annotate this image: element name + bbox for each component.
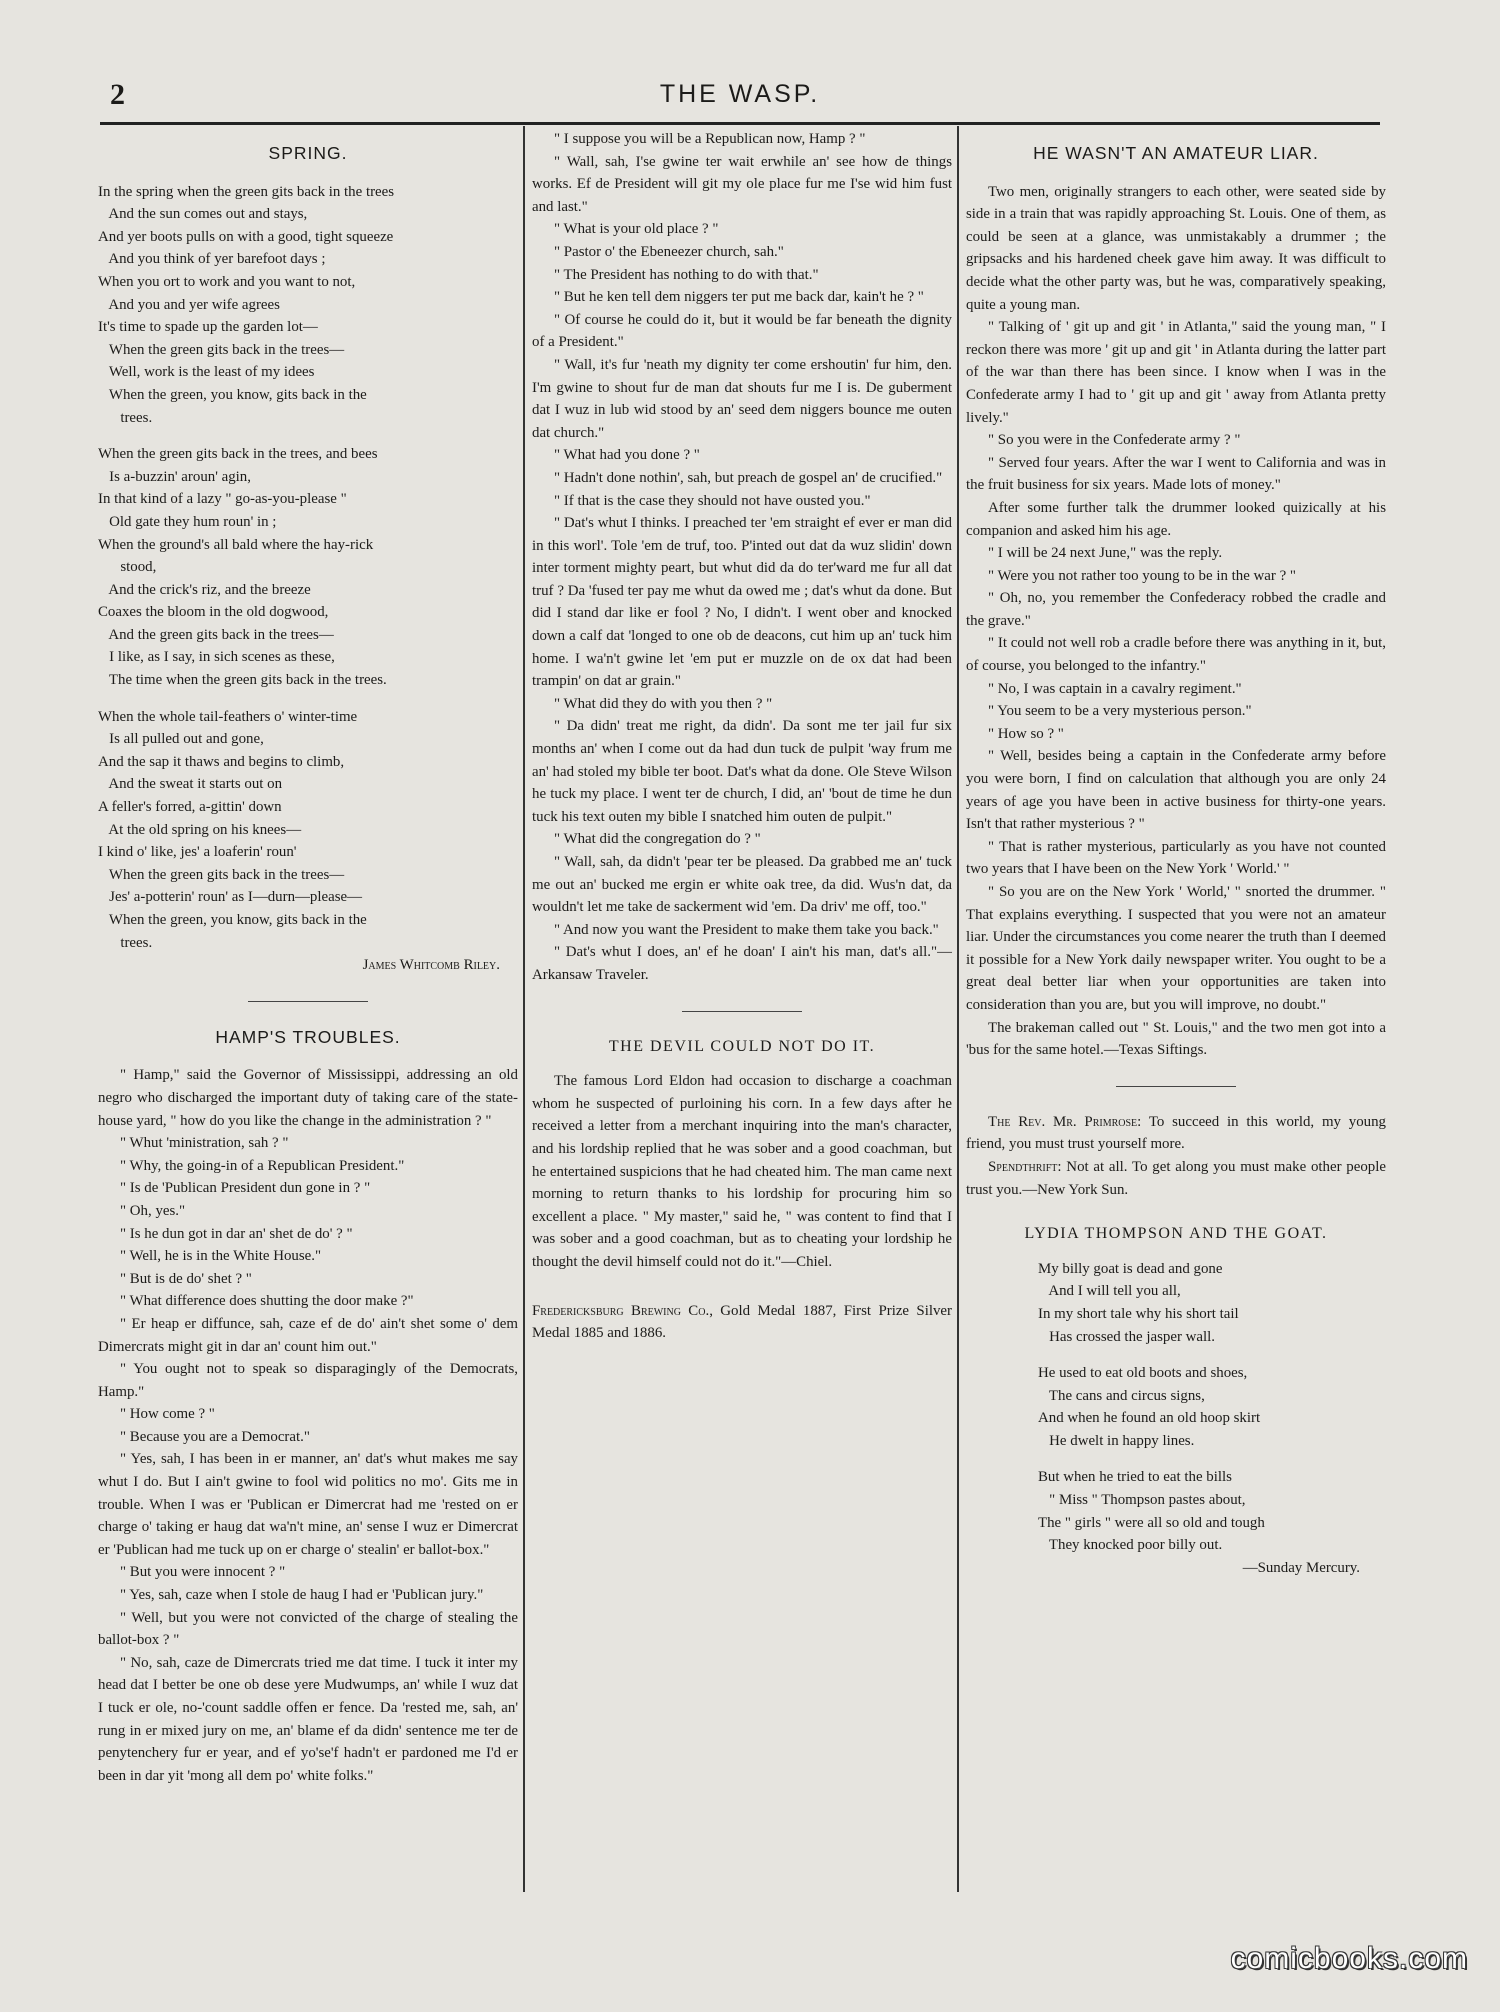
paragraph: " Were you not rather too young to be in the war ? " — [988, 567, 1296, 584]
paragraph: " What difference does shutting the door make ?" — [120, 1293, 414, 1310]
masthead — [100, 78, 1380, 116]
paragraph: The brakeman called out " St. Louis," and the two men got into a 'bus for the same hotel.—Texas Siftings. — [966, 1019, 1386, 1059]
column-divider — [523, 126, 525, 1892]
paragraph: " So you are on the New York ' World,' " snorted the drummer. " That explains everything. I suspected that you were not an amateur liar. Under the circumstances you come nearer the truth than I deemed it possible for a New York daily newspaper writer. You ought to be a great deal better liar when your opportunities are taken into consideration than you are, but you will improve, no doubt." — [966, 884, 1386, 1013]
publication-title: THE WASP. — [659, 80, 821, 108]
paragraph: " What is your old place ? " — [554, 221, 719, 238]
article-continuation — [532, 128, 952, 987]
paragraph: " Yes, sah, I has been in er manner, an' dat's whut makes me say whut I do. But I ain't gwine to fool wid politics no mo'. Gits me in trouble. When I was er 'Publican er Dimercrat had me 'rested on er charge o' taking er haug dat wa'n't mine, an' sense I wuz er Dimercrat er 'Publican had me tuck up on er charge o' stealin' er ballot-box." — [98, 1451, 518, 1558]
poem-stanza: When the whole tail-feathers o' winter-time Is all pulled out and gone, And the sap it thaws and begins to climb, And the sweat it starts out on A feller's forred, a-gittin' down At the old spring on his knees— I kind o' like, jes' a loaferin' roun' When the green gits back in the trees— Jes' a-potterin' roun' as I—durn—please— When the green, you know, gits back in the trees. — [98, 708, 367, 951]
lydia-poem — [966, 1258, 1386, 1557]
poem-stanza: In the spring when the green gits back in the trees And the sun comes out and stays, And yer boots pulls on with a good, tight squeeze And you think of yer barefoot days ; When you ort to work and you want to not, And you and yer wife agrees It's time to spade up the garden lot— When the green gits back in the trees— Well, work is the least of my idees When the green, you know, gits back in the trees. — [98, 183, 395, 426]
lydia-title: LYDIA THOMPSON AND THE GOAT. — [1024, 1225, 1328, 1243]
article-body — [966, 181, 1386, 1062]
paragraph: " What did the congregation do ? " — [554, 831, 761, 848]
section-separator — [1116, 1086, 1236, 1087]
spring-title: SPRING. — [268, 143, 348, 163]
paragraph: " Well, he is in the White House." — [120, 1248, 322, 1265]
section-separator — [248, 1001, 368, 1002]
paragraph: " Hamp," said the Governor of Mississippi, addressing an old negro who discharged the important duty of taking care of the state-house yard, " how do you like the change in the administration ? " — [98, 1067, 518, 1129]
paragraph: " So you were in the Confederate army ? " — [988, 432, 1241, 449]
paragraph: " Da didn' treat me right, da didn'. Da sont me ter jail fur six months an' when I come out da had dun tuck de pulpit 'way frum me an' had stoled my bible ter boot. Dat's what da done. Ole Steve Wilson he tuck my place. I went ter de church, I did, an' 'bout de time he dun tuck his text outen my bible I snatched him outen de pulpit." — [532, 718, 952, 825]
paragraph: " No, sah, caze de Dimercrats tried me dat time. I tuck it inter my head dat I better be one ob dese yere Mudwumps, an' while I wuz dat I tuck er ole, no-'count saddle offen er fence. Da 'rested me, sah, an' rung in er mixed jury on me, an' blame ef da didn' sentence me ter de penytenchery fur er year, and ef yo'se'f hadn't er pardoned me I'd er been in dar yit 'mong all dem po' white folks." — [98, 1654, 518, 1784]
hamp-title: HAMP'S TROUBLES. — [215, 1026, 401, 1047]
paragraph: " You ought not to speak so disparagingly of the Democrats, Hamp." — [98, 1361, 518, 1400]
poem-signature: —Sunday Mercury. — [1242, 1559, 1360, 1576]
paragraph: " It could not well rob a cradle before there was anything in it, but, of course, you belonged to the infantry." — [966, 635, 1386, 675]
paragraph: " Whut 'ministration, sah ? " — [120, 1135, 289, 1152]
paragraph: " Well, besides being a captain in the Confederate army before you were born, I find on calculation that although you are only 24 years of age you have been in active business for thirty-one years. Isn't that rather mysterious ? " — [966, 748, 1386, 833]
paragraph: " What had you done ? " — [554, 447, 700, 464]
paragraph: The famous Lord Eldon had occasion to discharge a coachman whom he suspected of purloining his corn. In a few days after he received a letter from a merchant inquiring into the man's character, and his lordship replied that he was sober and a good coachman, but he entertained suspicions that he had cheated him. The man came next morning to return thanks to his lordship for procuring him so excellent a place. " My master," said he, " was content to find that I was sober and a good coachman, but as to cheating your lordship he thought the devil himself could not do it."—Chiel. — [532, 1073, 952, 1270]
paragraph: " Wall, sah, da didn't 'pear ter be pleased. Da grabbed me an' tuck me out an' bucked me ergin er white oak tree, da did. Wus'n dat, da wouldn't let me take de sackerment wid 'em. Da driv' me off, too." — [532, 854, 952, 916]
paragraph: " How so ? " — [988, 725, 1064, 742]
paragraph: " But is de do' shet ? " — [120, 1270, 252, 1287]
paragraph: " Wall, sah, I'se gwine ter wait erwhile an' see how de things works. Ef de President will git my ole place fur me I'se wid him fust and last." — [532, 153, 952, 215]
paragraph: " Pastor o' the Ebeneezer church, sah." — [554, 243, 784, 260]
column-2 — [532, 128, 952, 1916]
paragraph: " I will be 24 next June," was the reply. — [988, 545, 1223, 562]
ad-name: Fredericksburg Brewing Co. — [532, 1302, 710, 1319]
paragraph: " And now you want the President to make them take you back." — [554, 921, 939, 938]
paragraph: " Oh, yes." — [120, 1202, 186, 1219]
paragraph: " Hadn't done nothin', sah, but preach de gospel an' de crucified." — [554, 469, 943, 486]
paragraph: " But he ken tell dem niggers ter put me back dar, kain't he ? " — [554, 289, 924, 306]
paragraph: " No, I was captain in a cavalry regiment." — [988, 680, 1242, 697]
dialogue-item — [966, 1111, 1386, 1201]
column-3 — [966, 128, 1386, 1916]
column-divider — [957, 126, 959, 1892]
paragraph: " How come ? " — [120, 1406, 215, 1423]
paragraph: " Yes, sah, caze when I stole de haug I had er 'Publican jury." — [120, 1587, 484, 1604]
paragraph: " Oh, no, you remember the Confederacy robbed the cradle and the grave." — [966, 590, 1386, 629]
paragraph: " Why, the going-in of a Republican President." — [120, 1157, 405, 1174]
poem-stanza: He used to eat old boots and shoes, The cans and circus signs, And when he found an old hoop skirt He dwelt in happy lines. — [1038, 1365, 1261, 1449]
paragraph: Two men, originally strangers to each other, were seated side by side in a train that was rapidly approaching St. Louis. One of them, as could be seen at a glance, was unmistakably a drummer ; the gripsacks and his hardened cheek gave him away. It was difficult to decide what the other party was, but he was, comparatively speaking, quite a young man. — [966, 183, 1386, 313]
paragraph: " What did they do with you then ? " — [554, 695, 773, 712]
paragraph: " Because you are a Democrat." — [120, 1428, 310, 1445]
paragraph: " Dat's whut I thinks. I preached ter 'em straight ef ever er man did in this worl'. Tole 'em de truf, too. P'inted out dat da wuz slidin' down inter torment mighty peart, but whut did da do ter'ward me fur all dat truf ? Da 'fused ter pay me whut da owed me ; dat's whut da done. But did I stand dar like er fool ? No, I didn't. I went ober and knocked down a calf dat 'longed to one ob de deacons, cut him up an' tuck him home. I wa'n't gwine let 'em put er muzzle on de ox dat had been trampin' on dat ar grain." — [532, 515, 952, 690]
paragraph: " Is he dun got in dar an' shet de do' ? " — [120, 1225, 353, 1242]
article-body — [532, 1070, 952, 1273]
poem-stanza: But when he tried to eat the bills " Miss " Thompson pastes about, The " girls " were all so old and tough They knocked poor billy out. — [1038, 1469, 1265, 1554]
paragraph: " Of course he could do it, but it would be far beneath the dignity of a President." — [532, 311, 952, 351]
section-separator — [682, 1011, 802, 1012]
dialogue-text: : To succeed in this world, my young friend, you must trust yourself more. — [966, 1113, 1386, 1153]
paragraph: " Well, but you were not convicted of the charge of stealing the ballot-box ? " — [98, 1609, 518, 1649]
dialogue-text: : Not at all. To get along you must make other people trust you.—New York Sun. — [966, 1158, 1386, 1198]
page-number: 2 — [110, 78, 125, 111]
masthead-rule — [100, 122, 1380, 125]
poem-stanza: My billy goat is dead and gone And I will tell you all, In my short tale why his short tail Has crossed the jasper wall. — [1038, 1260, 1239, 1345]
paragraph: " That is rather mysterious, particularly as you have not counted two years that I have been on the New York ' World.' " — [966, 838, 1386, 878]
paragraph: " Talking of ' git up and git ' in Atlanta," said the young man, " I reckon there was more ' git up and git ' in Atlanta during the latter part of the war than there has been since. I know when I was in the Confederate army I had to ' git up and git ' away from Atlanta pretty lively." — [966, 319, 1386, 426]
article-body — [98, 1064, 518, 1787]
column-1 — [98, 128, 518, 1916]
paragraph: " Dat's whut I does, an' ef he doan' I ain't his man, dat's all."—Arkansaw Traveler. — [532, 944, 952, 983]
paragraph: " But you were innocent ? " — [120, 1564, 286, 1581]
poem-stanza: When the green gits back in the trees, and bees Is a-buzzin' aroun' agin, In that kind of a lazy " go-as-you-please " Old gate they hum roun' in ; When the ground's all bald where the hay-rick stood, And the crick's riz, and the breeze Coaxes the bloom in the old dogwood, And the green gits back in the trees— I like, as I say, in sich scenes as these, The time when the green gits back in the trees. — [98, 446, 387, 689]
paragraph: " The President has nothing to do with that." — [554, 266, 819, 283]
paragraph: " Er heap er diffunce, sah, caze ef de do' ain't shet some o' dem Dimercrats might git in dar an' count him out." — [98, 1315, 518, 1355]
paragraph: " Wall, it's fur 'neath my dignity ter come ershoutin' fur him, den. I'm gwine to shout fur de man dat shouts fur me I is. De guberment dat I wuz in lub wid stood by an' seed dem niggers bounce me outen dat church." — [532, 356, 952, 441]
devil-title: THE DEVIL COULD NOT DO IT. — [608, 1037, 876, 1055]
paragraph: After some further talk the drummer looked quizically at his companion and asked him his age. — [966, 499, 1386, 539]
paragraph: " Is de 'Publican President dun gone in ? " — [120, 1180, 371, 1197]
paragraph: " I suppose you will be a Republican now, Hamp ? " — [554, 131, 866, 147]
liar-title: HE WASN'T AN AMATEUR LIAR. — [1033, 143, 1319, 163]
watermark: comicbooks.com — [1230, 1942, 1468, 1975]
paragraph: " If that is the case they should not have ousted you." — [554, 492, 871, 509]
ad-text: , Gold Medal 1887, First Prize Silver Medal 1885 and 1886. — [532, 1302, 952, 1342]
paragraph: " Served four years. After the war I went to California and was in the fruit business for six years. Made lots of money." — [966, 454, 1386, 494]
paragraph: " You seem to be a very mysterious person." — [988, 703, 1252, 720]
speaker: Spendthrift — [988, 1158, 1058, 1175]
advertisement — [532, 1300, 952, 1345]
speaker: The Rev. Mr. Primrose — [988, 1113, 1138, 1130]
poem-signature: James Whitcomb Riley. — [362, 957, 500, 974]
